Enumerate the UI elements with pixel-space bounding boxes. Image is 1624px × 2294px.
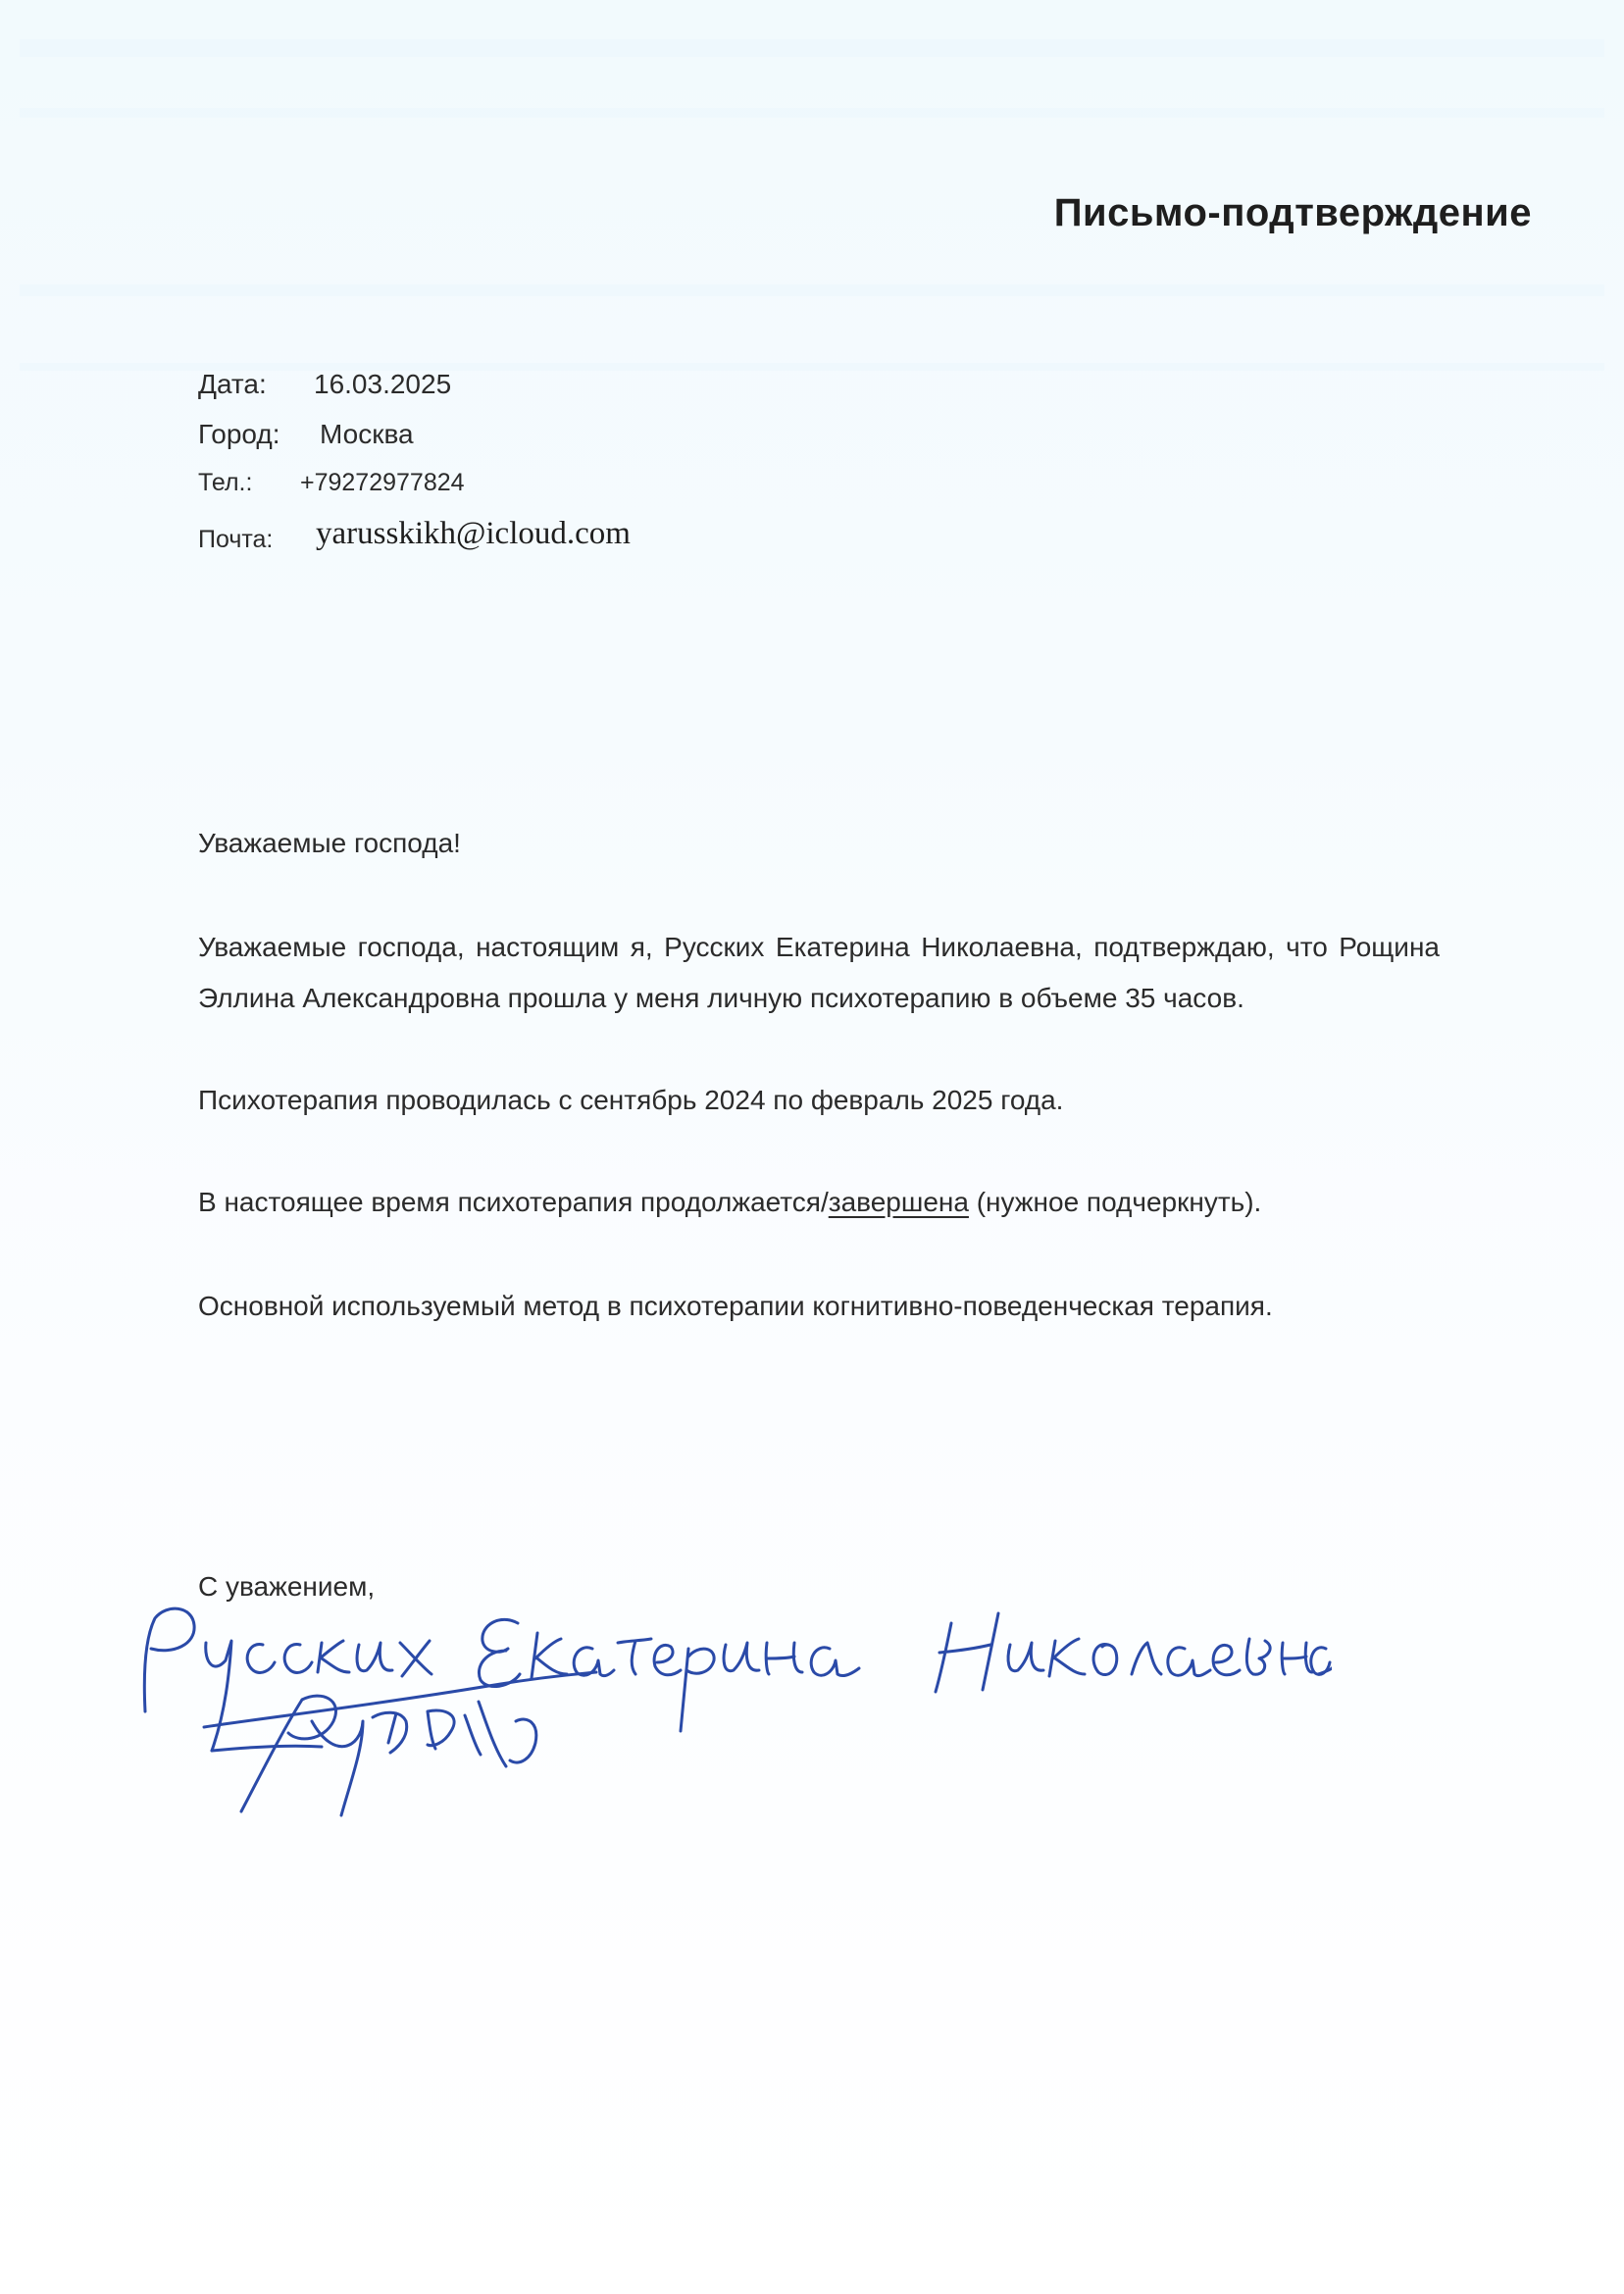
email-value: yarusskikh@icloud.com bbox=[316, 516, 631, 551]
date-value: 16.03.2025 bbox=[314, 369, 452, 399]
city-value: Москва bbox=[320, 419, 414, 449]
date-label: Дата: bbox=[198, 369, 267, 399]
city-row bbox=[198, 419, 414, 450]
signature-ink bbox=[144, 1608, 1332, 1815]
handwritten-signature bbox=[116, 1584, 1332, 1829]
therapy-status-suffix: (нужное подчеркнуть). bbox=[968, 1187, 1262, 1217]
phone-value: +79272977824 bbox=[300, 469, 465, 496]
city-label: Город: bbox=[198, 419, 280, 449]
therapy-period-paragraph: Психотерапия проводилась с сентябрь 2024 по февраль 2025 года. bbox=[198, 1085, 1064, 1115]
scan-shading bbox=[20, 39, 1604, 57]
email-row bbox=[198, 516, 631, 554]
therapy-method-paragraph: Основной используемый метод в психотерапии когнитивно-поведенческая терапия. bbox=[198, 1291, 1273, 1321]
therapy-status-prefix: В настоящее время психотерапия продолжается/ bbox=[198, 1187, 829, 1217]
phone-label: Тел.: bbox=[198, 469, 253, 496]
closing: С уважением, bbox=[198, 1571, 376, 1602]
date-row bbox=[198, 369, 452, 400]
phone-row bbox=[198, 469, 465, 497]
confirmation-paragraph: Уважаемые господа, настоящим я, Русских Екатерина Николаевна, подтверждаю, что Рощина Эллина Александровна прошла у меня личную психотерапию в объеме 35 часов. bbox=[198, 932, 1440, 1013]
greeting: Уважаемые господа! bbox=[198, 828, 461, 858]
email-label: Почта: bbox=[198, 526, 274, 553]
letter-title: Письмо-подтверждение bbox=[1053, 191, 1532, 234]
therapy-status-paragraph bbox=[198, 1177, 1440, 1228]
scan-shading bbox=[20, 284, 1604, 296]
therapy-status-selected: завершена bbox=[828, 1187, 969, 1217]
scan-shading bbox=[20, 108, 1604, 118]
